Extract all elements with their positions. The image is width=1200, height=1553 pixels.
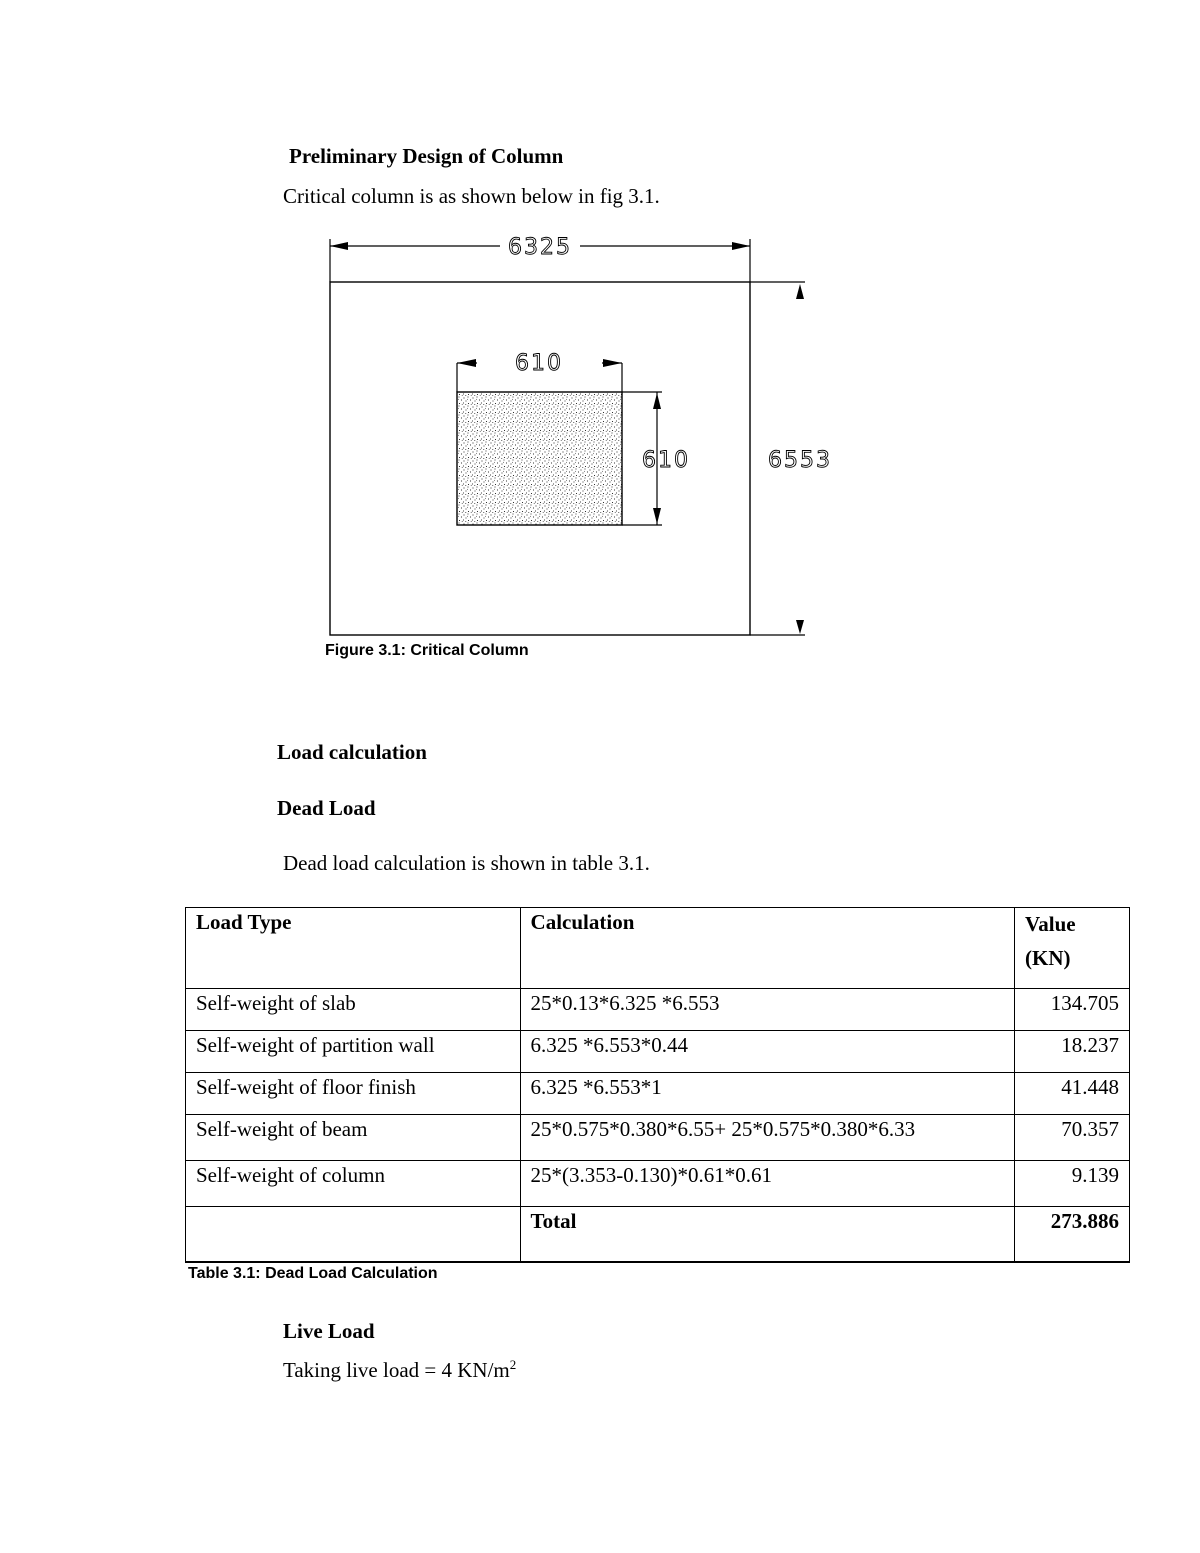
load-calc-heading: Load calculation [277, 740, 427, 764]
column-height-label: 610 [642, 448, 690, 473]
calculation-cell: 25*(3.353-0.130)*0.61*0.61 [520, 1161, 1014, 1207]
table-row [186, 1161, 1130, 1207]
dead-load-heading: Dead Load [277, 796, 376, 820]
value-cell: 41.448 [1015, 1073, 1130, 1115]
calculation-cell: 6.325 *6.553*0.44 [520, 1031, 1014, 1073]
column-width-label: 610 [515, 351, 563, 376]
header-value-line1: Value [1025, 912, 1076, 936]
calculation-cell: 25*0.13*6.325 *6.553 [520, 989, 1014, 1031]
total-label: Total [520, 1207, 1014, 1263]
table-row [186, 1073, 1130, 1115]
load-type-cell: Self-weight of beam [186, 1115, 521, 1161]
critical-column-figure [310, 225, 870, 645]
load-type-cell: Self-weight of slab [186, 989, 521, 1031]
value-cell: 70.357 [1015, 1115, 1130, 1161]
header-value [1015, 908, 1130, 989]
table-total-row [186, 1207, 1130, 1263]
value-cell: 18.237 [1015, 1031, 1130, 1073]
value-cell: 9.139 [1015, 1161, 1130, 1207]
total-value: 273.886 [1015, 1207, 1130, 1263]
live-load-text [283, 1358, 516, 1383]
unit-exponent: 2 [509, 1357, 517, 1372]
column-section [457, 392, 622, 525]
table-row [186, 1031, 1130, 1073]
load-type-cell: Self-weight of partition wall [186, 1031, 521, 1073]
header-calculation: Calculation [520, 908, 1014, 989]
header-load-type: Load Type [186, 908, 521, 989]
dead-load-intro: Dead load calculation is shown in table 3.1. [283, 851, 650, 875]
table-header-row [186, 908, 1130, 989]
load-type-cell: Self-weight of floor finish [186, 1073, 521, 1115]
header-value-unit: (KN) [1025, 946, 1071, 970]
slab-height-label: 6553 [768, 448, 832, 473]
live-load-value: Taking live load = 4 KN/m [283, 1358, 510, 1382]
table-row [186, 989, 1130, 1031]
section-title: Preliminary Design of Column [289, 144, 564, 168]
dead-load-table [185, 907, 1130, 1263]
intro-text: Critical column is as shown below in fig 3.1. [283, 184, 660, 208]
calculation-cell: 25*0.575*0.380*6.55+ 25*0.575*0.380*6.33 [520, 1115, 1014, 1161]
value-cell: 134.705 [1015, 989, 1130, 1031]
total-empty-cell [186, 1207, 521, 1263]
table-caption: Table 3.1: Dead Load Calculation [188, 1265, 438, 1282]
slab-width-label: 6325 [508, 235, 572, 260]
figure-caption: Figure 3.1: Critical Column [325, 642, 529, 659]
load-type-cell: Self-weight of column [186, 1161, 521, 1207]
live-load-heading: Live Load [283, 1319, 375, 1343]
table-row [186, 1115, 1130, 1161]
calculation-cell: 6.325 *6.553*1 [520, 1073, 1014, 1115]
